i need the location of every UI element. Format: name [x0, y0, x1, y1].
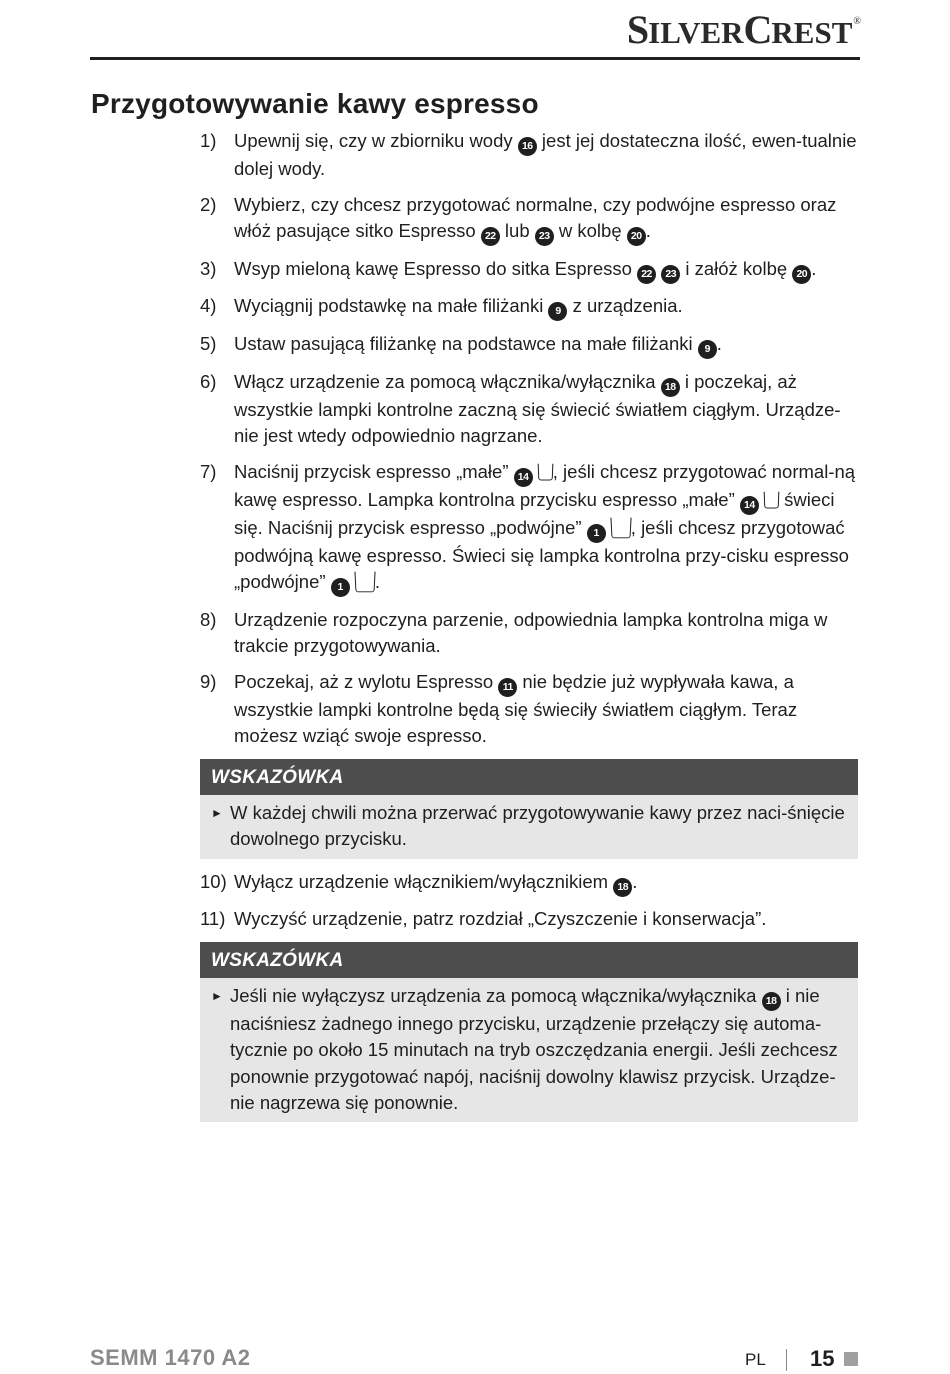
logo-letters: REST [771, 15, 853, 50]
section-title: Przygotowywanie kawy espresso [91, 88, 539, 119]
step-2 [200, 192, 858, 246]
logo-letter: S [626, 7, 649, 52]
step-5 [200, 331, 858, 359]
note-heading: WSKAZÓWKA [200, 759, 858, 795]
note-text: Jeśli nie wyłączysz urządzenia za pomocą włącznika/wyłącznika 18 i nie naciśniesz żadnego innego przycisku, urządzenie przełączy się automa-tycznie po około 15 minutach na tryb oszczędzania energii. Jeśli zechcesz ponownie przygotować napój, naciśnij dowolny klawisz przycisk. Urządze-nie nagrzewa się ponownie. [230, 985, 838, 1113]
step-number: 8) [200, 608, 217, 630]
part-number-badge: 18 [613, 878, 632, 897]
step-text: Wyczyść urządzenie, patrz rozdział „Czyszczenie i konserwacja”. [234, 908, 767, 930]
content [200, 128, 858, 1132]
language-code: PL [745, 1350, 766, 1369]
bullet-arrow-icon: ► [211, 806, 223, 821]
step-10 [200, 869, 858, 897]
step-number: 6) [200, 370, 217, 392]
step-text: Poczekaj, aż z wylotu Espresso 11 nie będzie już wypływała kawa, a wszystkie lampki kontrolne będą się świeciły światłem ciągłym. Teraz możesz wziąć swoje espresso. [234, 670, 798, 747]
step-3 [200, 256, 858, 284]
step-number: 2) [200, 193, 217, 215]
step-4 [200, 293, 858, 321]
note-body [200, 795, 858, 859]
note-box [200, 942, 858, 1122]
part-number-badge: 18 [762, 992, 781, 1011]
logo-letters: ILVER [648, 15, 744, 50]
bullet-arrow-icon: ► [211, 989, 223, 1004]
part-number-badge: 1 [587, 524, 606, 543]
header-rule [90, 57, 860, 60]
part-number-badge: 23 [535, 227, 554, 246]
page-number: 15 [810, 1346, 835, 1371]
part-number-badge: 1 [331, 578, 350, 597]
step-9 [200, 669, 858, 750]
small-cup-icon [537, 464, 553, 481]
step-text: Wyciągnij podstawkę na małe filiżanki 9 z urządzenia. [234, 293, 858, 321]
step-number: 7) [200, 460, 217, 482]
step-text: Upewnij się, czy w zbiorniku wody 16 jest jej dostateczna ilość, ewen-tualnie dolej wody. [234, 130, 857, 179]
step-text: Wsyp mieloną kawę Espresso do sitka Espresso 22 23 i załóż kolbę 20 . [234, 256, 858, 284]
part-number-badge: 18 [661, 378, 680, 397]
note-box [200, 759, 858, 859]
part-number-badge: 22 [637, 265, 656, 284]
part-number-badge: 20 [792, 265, 811, 284]
small-cup-icon [764, 492, 780, 509]
step-text: Wyłącz urządzenie włącznikiem/wyłącznikiem 18 . [234, 869, 858, 897]
step-7 [200, 459, 858, 597]
note-body [200, 978, 858, 1122]
step-number: 5) [200, 332, 217, 354]
step-number: 4) [200, 295, 217, 317]
step-number: 1) [200, 130, 217, 151]
part-number-badge: 16 [518, 137, 537, 156]
step-8 [200, 607, 858, 660]
part-number-badge: 23 [661, 265, 680, 284]
model-number: SEMM 1470 A2 [90, 1345, 251, 1370]
part-number-badge: 14 [740, 496, 759, 515]
double-cup-icon [354, 572, 375, 593]
part-number-badge: 11 [498, 678, 517, 697]
note-text: W każdej chwili można przerwać przygotowywanie kawy przez naci-śnięcie dowolnego przycisku. [230, 802, 845, 850]
step-text: Wybierz, czy chcesz przygotować normalne, czy podwójne espresso oraz włóż pasujące sitko Espresso 22 lub 23 w kolbę 20 . [234, 192, 858, 246]
step-number: 3) [200, 257, 217, 279]
step-number: 10) [200, 870, 227, 892]
page-marker-square [844, 1352, 858, 1366]
double-cup-icon [610, 517, 631, 538]
step-number: 11) [200, 908, 226, 930]
logo-letter: C [743, 7, 772, 52]
step-number: 9) [200, 670, 217, 692]
step-6 [200, 369, 858, 450]
footer-divider [786, 1349, 787, 1371]
step-text: Urządzenie rozpoczyna parzenie, odpowiednia lampka kontrolna miga w trakcie przygotowywania. [234, 608, 828, 656]
part-number-badge: 14 [514, 468, 533, 487]
step-11 [200, 906, 858, 932]
step-text: Naciśnij przycisk espresso „małe” 14 , jeśli chcesz przygotować normal-ną kawę espresso. Lampka kontrolna przycisku espresso „małe” 14 świeci się. Naciśnij przycisk espresso „podwójne” 1 , jeśli chcesz przygotować podwójną kawę espresso. Świeci się lampka kontrolna przy-cisku espresso „podwójne” 1 . [234, 459, 858, 597]
part-number-badge: 9 [698, 340, 717, 359]
step-text: Włącz urządzenie za pomocą włącznika/wyłącznika 18 i poczekaj, aż wszystkie lampki kontrolne zaczną się świecić światłem ciągłym. Urządze-nie jest wtedy odpowiednio nagrzane. [234, 370, 841, 446]
part-number-badge: 22 [481, 227, 500, 246]
trademark-symbol: ® [853, 16, 860, 27]
note-heading: WSKAZÓWKA [200, 942, 858, 978]
part-number-badge: 9 [548, 302, 567, 321]
step-text: Ustaw pasującą filiżankę na podstawce na małe filiżanki 9 . [234, 331, 858, 359]
part-number-badge: 20 [627, 227, 646, 246]
step-1 [200, 128, 858, 182]
brand-logo [627, 6, 860, 53]
